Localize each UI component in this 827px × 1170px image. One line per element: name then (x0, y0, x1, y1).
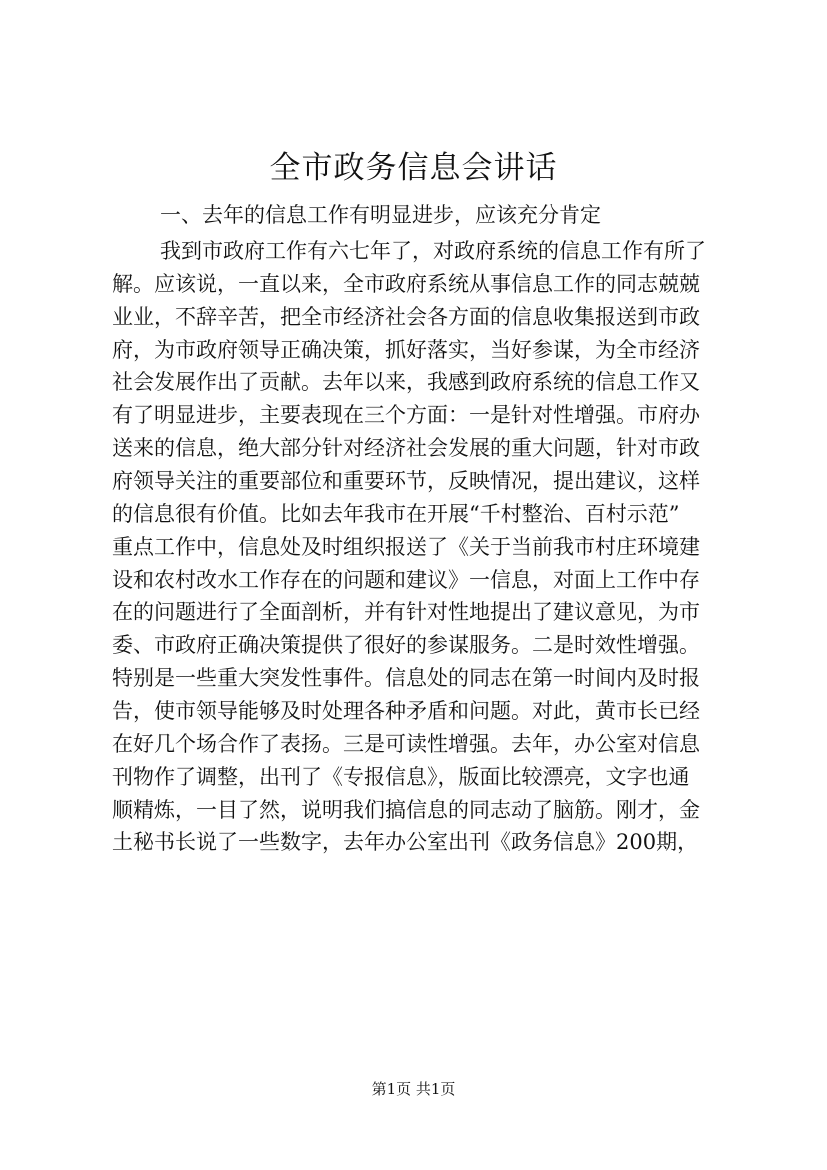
document-title: 全市政务信息会讲话 (269, 150, 558, 186)
body-line: 告，使市领导能够及时处理各种矛盾和问题。对此，黄市长已经 (112, 699, 700, 724)
body-line: 社会发展作出了贡献。去年以来，我感到政府系统的信息工作又 (112, 370, 700, 395)
body-line: 有了明显进步，主要表现在三个方面：一是针对性增强。市府办 (112, 403, 700, 428)
section-heading: 一、去年的信息工作有明显进步，应该充分肯定 (160, 203, 601, 227)
body-line: 顺精炼，一目了然，说明我们搞信息的同志动了脑筋。刚才，金 (112, 797, 700, 822)
body-line: 刊物作了调整，出刊了《专报信息》，版面比较漂亮，文字也通 (112, 764, 690, 789)
body-line: 府，为市政府领导正确决策，抓好落实，当好参谋，为全市经济 (112, 337, 700, 362)
body-line: 在好几个场合作了表扬。三是可读性增强。去年，办公室对信息 (112, 731, 700, 756)
body-line: 特别是一些重大突发性事件。信息处的同志在第一时间内及时报 (112, 666, 700, 691)
body-line: 委、市政府正确决策提供了很好的参谋服务。二是时效性增强。 (112, 633, 700, 658)
body-line: 我到市政府工作有六七年了，对政府系统的信息工作有所了 (160, 239, 706, 263)
body-line: 重点工作中，信息处及时组织报送了《关于当前我市村庄环境建 (112, 534, 700, 559)
page-footer: 第1页 共1页 (371, 1080, 456, 1098)
body-text (112, 235, 827, 859)
body-line: 在的问题进行了全面剖析，并有针对性地提出了建议意见，为市 (112, 600, 700, 625)
body-line: 业业，不辞辛苦，把全市经济社会各方面的信息收集报送到市政 (112, 304, 700, 329)
body-line: 设和农村改水工作存在的问题和建议》一信息，对面上工作中存 (112, 567, 700, 592)
body-line: 府领导关注的重要部位和重要环节，反映情况，提出建议，这样 (112, 469, 700, 494)
body-line: 土秘书长说了一些数字，去年办公室出刊《政务信息》200期， (112, 830, 699, 855)
body-line: 的信息很有价值。比如去年我市在开展“千村整治、百村示范” (112, 501, 680, 526)
body-line: 解。应该说，一直以来，全市政府系统从事信息工作的同志兢兢 (112, 271, 700, 296)
body-line: 送来的信息，绝大部分针对经济社会发展的重大问题，针对市政 (112, 436, 700, 461)
